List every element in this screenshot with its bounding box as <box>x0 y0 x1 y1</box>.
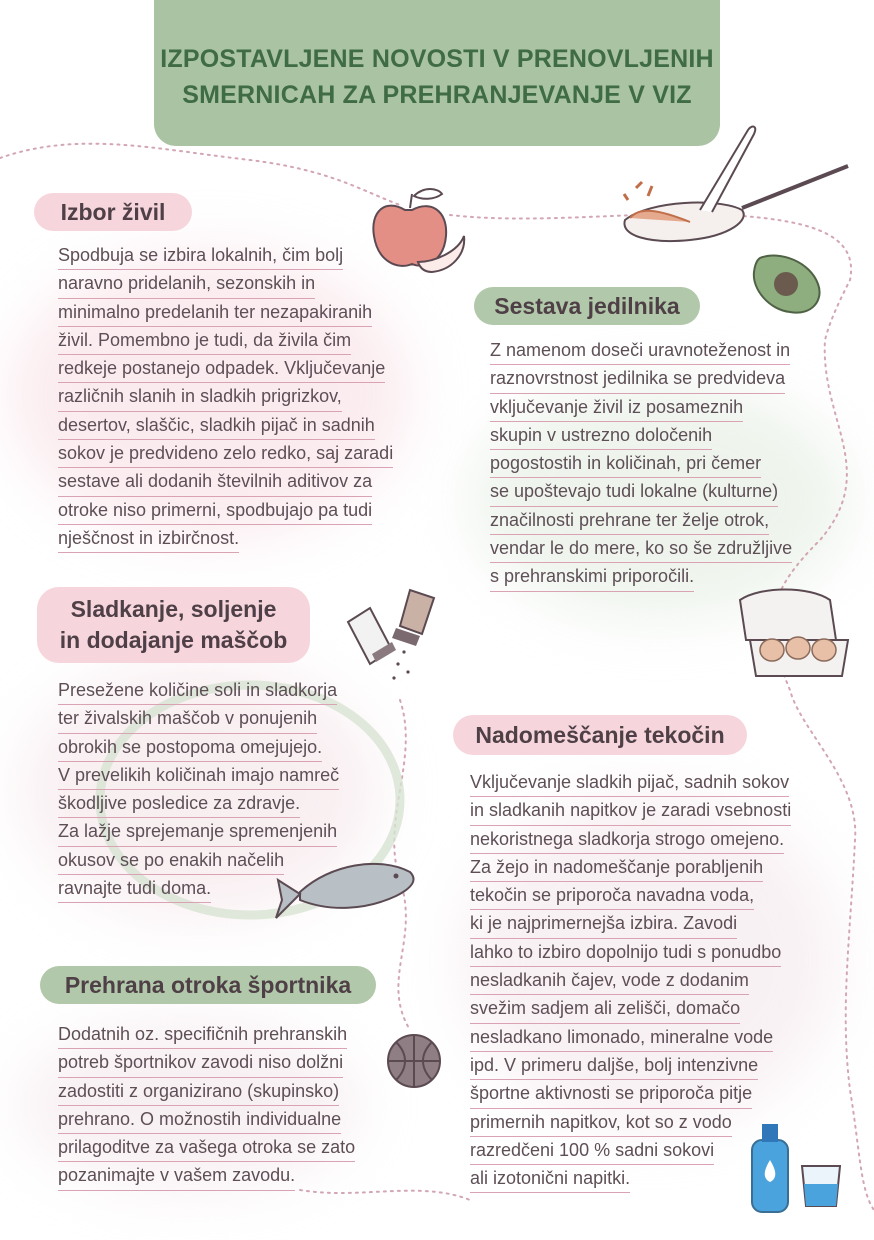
text-line: Za lažje sprejemanje spremenjenih <box>58 818 337 846</box>
egg-carton-icon <box>740 590 848 677</box>
text-line: se upoštevajo tudi lokalne (kulturne) <box>490 478 778 506</box>
text-line: obrokih se postopoma omejujejo. <box>58 734 322 762</box>
avocado-icon <box>754 256 820 313</box>
text-line: nesladkano limonado, mineralne vode <box>470 1024 773 1052</box>
text-line: svežim sadjem ali zelišči, domačo <box>470 995 740 1023</box>
text-line: Vključevanje sladkih pijač, sadnih sokov <box>470 769 789 797</box>
text-line: vključevanje živil iz posameznih <box>490 394 743 422</box>
text-line: minimalno predelanih ter nezapakiranih <box>58 299 372 327</box>
text-line: športne aktivnosti se priporoča pitje <box>470 1080 752 1108</box>
text-line: lahko to izbiro dopolnijo tudi s ponudbo <box>470 939 781 967</box>
text-line: pogostostih in količinah, pri čemer <box>490 450 761 478</box>
section-text-izbor <box>58 242 393 553</box>
text-line: redkeje postanejo odpadek. Vključevanje <box>58 355 385 383</box>
text-line: ali izotonični napitki. <box>470 1165 630 1193</box>
section-text-sestava <box>490 337 792 592</box>
text-line: raznovrstnost jedilnika se predvideva <box>490 365 785 393</box>
section-text-tekocine <box>470 769 791 1193</box>
text-line: nesladkanih čajev, vode z dodanim <box>470 967 749 995</box>
section-heading-sladkanje <box>37 587 310 663</box>
text-line: ravnajte tudi doma. <box>58 875 211 903</box>
text-line: in sladkanih napitkov je zaradi vsebnosti <box>470 797 791 825</box>
text-line: s prehranskimi priporočili. <box>490 563 694 591</box>
text-line: potreb športnikov zavodi niso dolžni <box>58 1049 343 1077</box>
text-line: značilnosti prehrane ter želje otrok, <box>490 507 769 535</box>
text-line: prilagoditve za vašega otroka se zato <box>58 1134 355 1162</box>
text-line: skupin v ustrezno določenih <box>490 422 712 450</box>
text-line: desertov, slaščic, sladkih pijač in sadnih <box>58 412 375 440</box>
salt-and-pepper-shakers-icon <box>348 590 434 680</box>
text-line: vendar le do mere, ko so še združljive <box>490 535 792 563</box>
text-line: razredčeni 100 % sadni sokovi <box>470 1137 714 1165</box>
text-line: V prevelikih količinah imajo namreč <box>58 762 339 790</box>
text-line: Dodatnih oz. specifičnih prehranskih <box>58 1021 347 1049</box>
text-line: sokov je predvideno zelo redko, saj zaradi <box>58 440 393 468</box>
text-line: sestave ali dodanih številnih aditivov za <box>58 468 372 496</box>
text-line: otroke niso primerni, spodbujajo pa tudi <box>58 497 372 525</box>
text-line: okusov se po enakih načelih <box>58 847 284 875</box>
section-text-sladkanje <box>58 677 339 903</box>
water-glass-icon <box>802 1166 840 1206</box>
page-title: IZPOSTAVLJENE NOVOSTI V PRENOVLJENIH <box>160 45 714 73</box>
text-line: prehrano. O možnostih individualne <box>58 1106 341 1134</box>
heading-line: in dodajanje maščob <box>59 627 288 653</box>
text-line: zadostiti z organizirano (skupinsko) <box>58 1078 339 1106</box>
text-line: pozanimajte v vašem zavodu. <box>58 1162 295 1190</box>
text-line: ipd. V primeru daljše, bolj intenzivne <box>470 1052 758 1080</box>
section-text-sportnik <box>58 1021 355 1191</box>
heading-line: Sladkanje, soljenje <box>70 596 277 622</box>
text-line: nješčnost in izbirčnost. <box>58 525 239 553</box>
text-line: Presežene količine soli in sladkorja <box>58 677 337 705</box>
section-heading-izbor: Izbor živil <box>34 193 192 231</box>
text-line: Za žejo in nadomeščanje porabljenih <box>470 854 763 882</box>
text-line: ki je najprimernejša izbira. Zavodi <box>470 910 737 938</box>
text-line: Z namenom doseči uravnoteženost in <box>490 337 790 365</box>
section-heading-tekocine: Nadomeščanje tekočin <box>453 715 747 755</box>
text-line: ter živalskih maščob v ponujenih <box>58 705 317 733</box>
text-line: tekočin se priporoča navadna voda, <box>470 882 754 910</box>
text-line: nekoristnega sladkorja strogo omejeno. <box>470 826 784 854</box>
text-line: škodljive posledice za zdravje. <box>58 790 300 818</box>
basketball-icon <box>388 1035 440 1087</box>
text-line: živil. Pomembno je tudi, da živila čim <box>58 327 351 355</box>
page-title: SMERNICAH ZA PREHRANJEVANJE V VIZ <box>182 81 692 109</box>
section-heading-sportnik: Prehrana otroka športnika <box>40 966 376 1004</box>
section-heading-sestava: Sestava jedilnika <box>474 287 700 325</box>
text-line: naravno pridelanih, sezonskih in <box>58 270 315 298</box>
page-title-banner <box>154 0 720 146</box>
text-line: različnih slanih in sladkih prigrizkov, <box>58 383 342 411</box>
text-line: Spodbuja se izbira lokalnih, čim bolj <box>58 242 343 270</box>
text-line: primernih napitkov, kot so z vodo <box>470 1109 732 1137</box>
